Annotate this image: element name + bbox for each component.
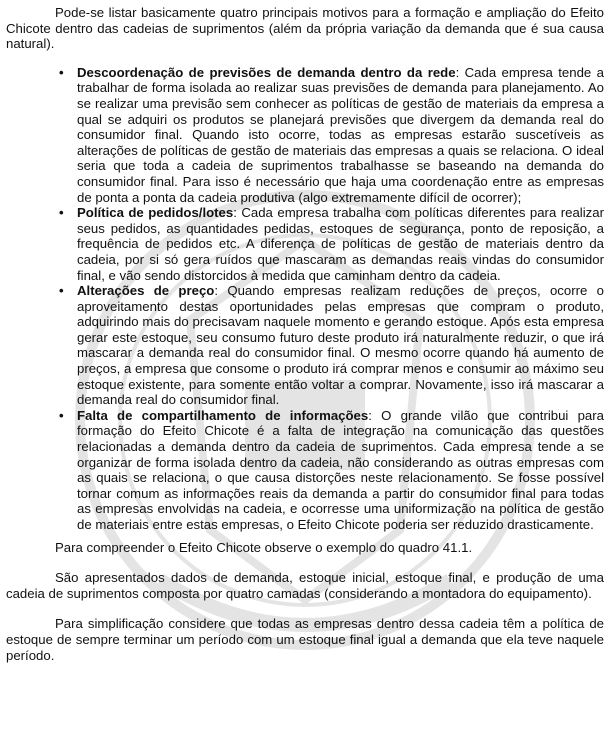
intro-paragraph: Pode-se listar basicamente quatro principais motivos para a formação e ampliação do Efeito Chicote dentro das cadeias de suprimentos (além da própria variação da demanda que é sua causa natural). xyxy=(6,5,604,52)
motives-list xyxy=(6,65,604,533)
item-term: Falta de compartilhamento de informações xyxy=(77,407,369,423)
item-term: Alterações de preço xyxy=(77,283,215,299)
example-paragraph: Para compreender o Efeito Chicote observe o exemplo do quadro 41.1. xyxy=(55,539,473,555)
item-text: : Cada empresa tende a trabalhar de forma isolada ao realizar suas previsões de demanda para planejamento. Ao se realizar uma previsão sem conhecer as políticas de gestão de materiais da empresa a qual se adquiri os produtos se planejará previsões que divergem da demanda real do consumidor final. Quando isto ocorre, todas as empresas estarão suscetíveis as alterações de políticas de gestão de materiais das empresas a quais se relaciona. O ideal seria que toda a cadeia de suprimentos trabalhasse se baseando na demanda do consumidor final. Para isso é necessário que haja uma coordenação entre as empresas de ponta a ponta da cadeia produtiva (algo extremamente difícil de ocorrer); xyxy=(77,64,604,205)
item-text: : Cada empresa trabalha com políticas diferentes para realizar seus pedidos, as quantidades pedidas, estoques de segurança, ponto de reposição, a frequência de pedidos etc. A diferença de políticas de gestão de materiais dentro da cadeia, por si só gera ruídos que mascaram as demandas reais vindas do consumidor final, e vão sendo distorcidos à medida que caminham dentro da cadeia. xyxy=(77,205,604,283)
item-text: : Quando empresas realizam reduções de preços, ocorre o aproveitamento destas oportunidades pelas empresas que compram o produto, adquirindo mais do precisavam naquele momento e gerando estoque. Após esta empresa gerar este estoque, seu consumo futuro deste produto irá naturalmente reduzir, o que irá mascarar a demanda real do consumidor final. O mesmo ocorre quando há aumento de preços, a empresa que consome o produto irá comprar menos e consumir ao máximo seu estoque existente, para somente então voltar a comprar. Novamente, isso irá mascarar a demanda real do consumidor final. xyxy=(77,283,604,408)
document-page xyxy=(6,5,604,663)
simplification-paragraph: Para simplificação considere que todas as empresas dentro dessa cadeia têm a política de estoque de sempre terminar um período com um estoque final igual a demanda que ela teve naquele período. xyxy=(6,616,604,663)
bullet-icon: • xyxy=(59,283,64,299)
bullet-icon: • xyxy=(59,407,64,423)
bullet-icon: • xyxy=(59,205,64,221)
item-text: : O grande vilão que contribui para formação do Efeito Chicote é a falta de integração na comunicação das questões relacionadas a demanda dentro da cadeia de suprimentos. Cada empresa tende a se organizar de forma isolada dentro da cadeia, não considerando as outras empresas com as quais se relaciona, o que causa distorções neste relacionamento. Se fosse possível tornar comum as informações reais da demanda a partir do consumidor final para todas as empresas envolvidas na cadeia, e ocorresse uma uniformização na política de gestão de materiais entre estas empresas, o Efeito Chicote poderia ser reduzido drasticamente. xyxy=(77,407,604,532)
item-term: Política de pedidos/lotes xyxy=(77,205,234,221)
list-item xyxy=(59,205,604,283)
list-item xyxy=(59,64,604,205)
list-item xyxy=(59,407,604,533)
data-paragraph: São apresentados dados de demanda, estoque inicial, estoque final, e produção de uma cadeia de suprimentos composta por quatro camadas (considerando a montadora do equipamento). xyxy=(6,570,604,601)
list-item xyxy=(59,283,604,408)
item-term: Descoordenação de previsões de demanda dentro da rede xyxy=(77,64,456,80)
bullet-icon: • xyxy=(59,64,64,80)
